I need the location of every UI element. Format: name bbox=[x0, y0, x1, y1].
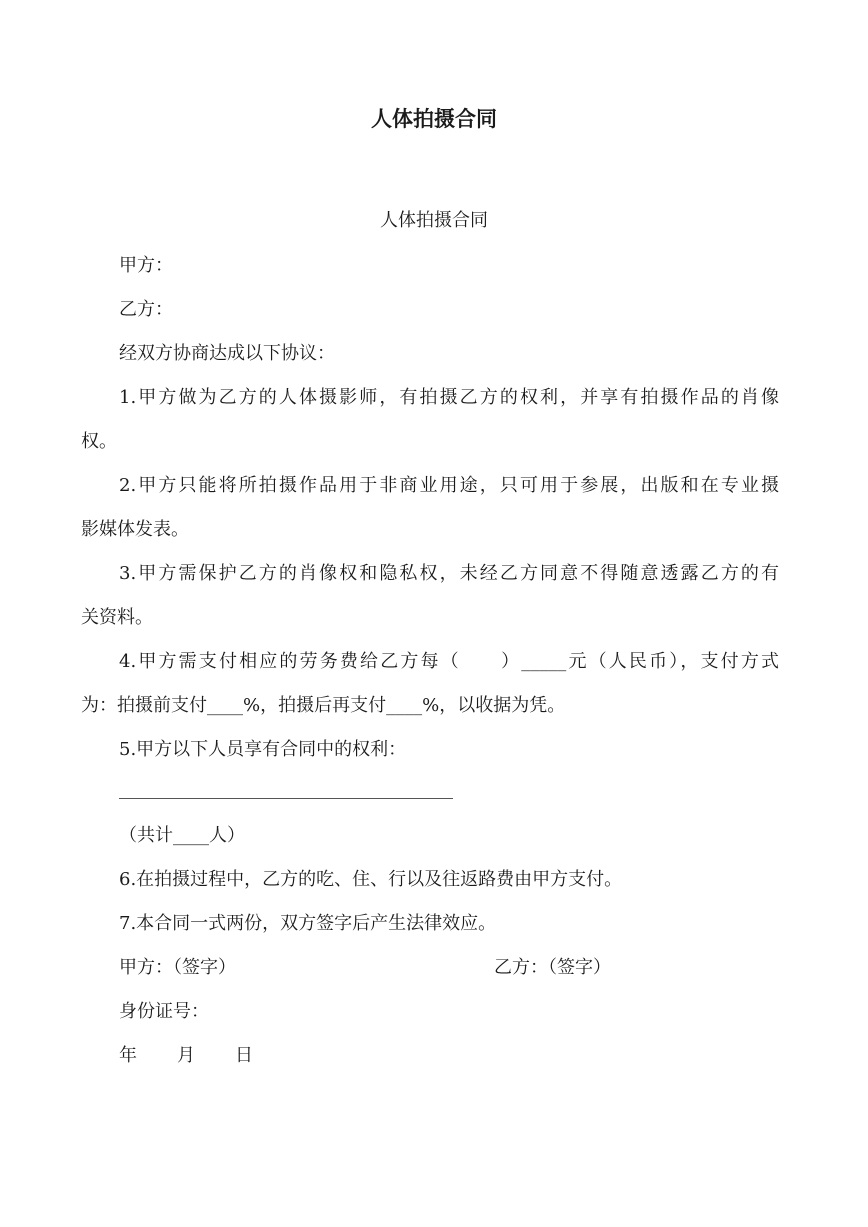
signature-party-a: 甲方：（签字） bbox=[119, 957, 236, 978]
clause-1-line-2: 权。 bbox=[81, 431, 117, 452]
date-year-label: 年 bbox=[119, 1045, 137, 1066]
clause-3-line-2: 关资料。 bbox=[81, 607, 153, 628]
document-subtitle: 人体拍摄合同 bbox=[380, 210, 488, 231]
clause-6: 6.在拍摄过程中，乙方的吃、住、行以及往返路费由甲方支付。 bbox=[119, 869, 623, 890]
id-number-label: 身份证号： bbox=[119, 1001, 209, 1022]
signature-party-b: 乙方：（签字） bbox=[494, 957, 611, 978]
party-a-label: 甲方： bbox=[119, 255, 173, 276]
clause-2-line-1: 2.甲方只能将所拍摄作品用于非商业用途，只可用于参展，出版和在专业摄 bbox=[119, 475, 779, 496]
clause-7: 7.本合同一式两份，双方签字后产生法律效应。 bbox=[119, 913, 497, 934]
clause-2-line-2: 影媒体发表。 bbox=[81, 519, 189, 540]
date-month-label: 月 bbox=[177, 1045, 195, 1066]
party-b-label: 乙方： bbox=[119, 299, 173, 320]
date-row bbox=[119, 1044, 253, 1068]
personnel-total: （共计____人） bbox=[119, 825, 245, 846]
clause-4-line-1: 4.甲方需支付相应的劳务费给乙方每（ ）_____元（人民币），支付方式 bbox=[119, 651, 779, 672]
date-day-label: 日 bbox=[235, 1045, 253, 1066]
personnel-blank-line bbox=[119, 798, 453, 799]
agreement-intro: 经双方协商达成以下协议： bbox=[119, 343, 335, 364]
document-title: 人体拍摄合同 bbox=[371, 107, 497, 131]
clause-4-line-2: 为：拍摄前支付____%，拍摄后再支付____%，以收据为凭。 bbox=[81, 695, 566, 716]
clause-5: 5.甲方以下人员享有合同中的权利： bbox=[119, 739, 407, 760]
clause-1-line-1: 1.甲方做为乙方的人体摄影师，有拍摄乙方的权利，并享有拍摄作品的肖像 bbox=[119, 387, 779, 408]
clause-3-line-1: 3.甲方需保护乙方的肖像权和隐私权，未经乙方同意不得随意透露乙方的有 bbox=[119, 563, 779, 584]
